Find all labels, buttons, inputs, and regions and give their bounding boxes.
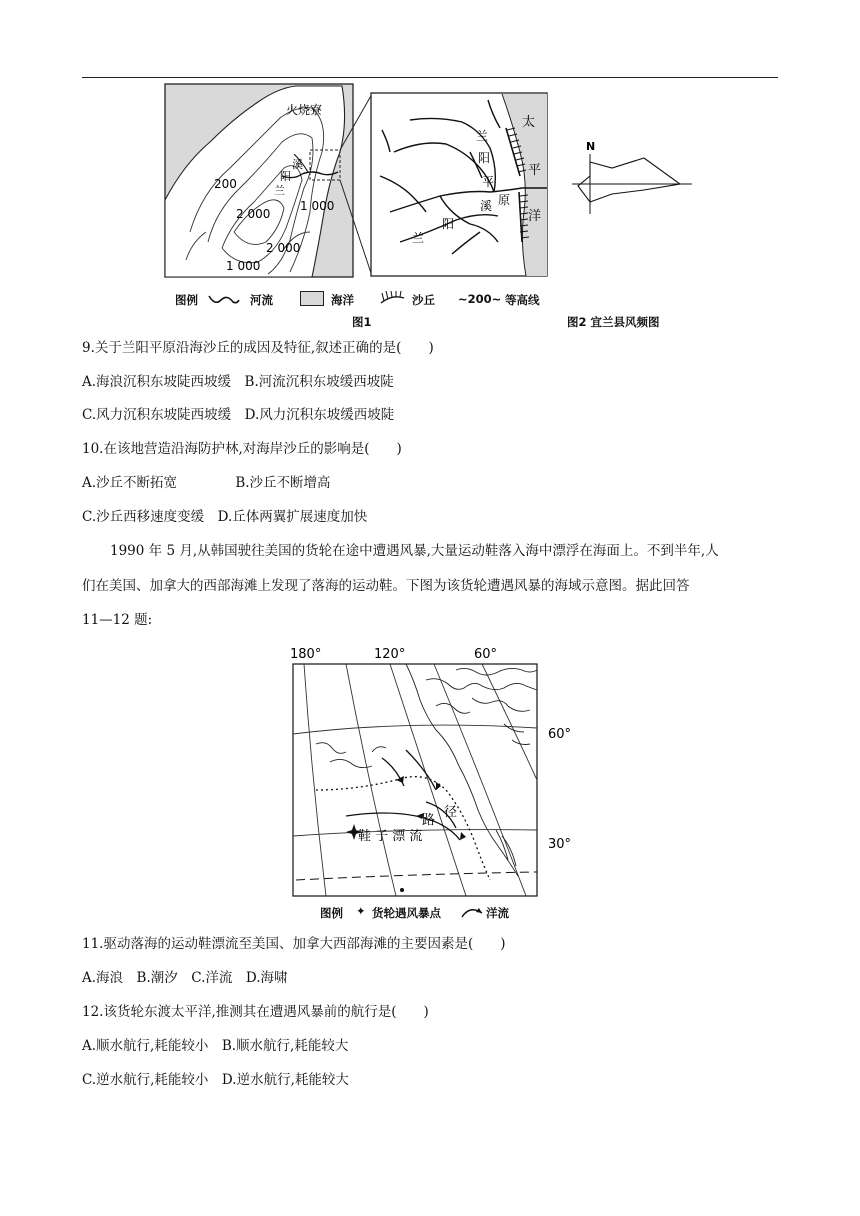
question-11-stem: 11.驱动落海的运动鞋漂流至美国、加拿大西部海滩的主要因素是( ) [82,936,506,952]
label-lat-60: 60° [548,727,572,742]
passage-line-2: 们在美国、加拿大的西部海滩上发现了落海的运动鞋。下图为该货轮遭遇风暴的海域示意图。据此回答 [82,578,690,594]
legend-dune: 沙丘 [412,293,435,307]
header-rule [82,77,778,78]
legend-contour-sample: ~200~ [458,292,502,306]
label-lan: 兰 [274,184,285,197]
river-legend-icon [207,292,241,306]
storm-legend-icon: ✦ [356,904,366,918]
label-contour-1000a: 1 000 [300,199,335,213]
label-contour-2000b: 2 000 [266,241,301,255]
map-legend-title: 图例 [320,906,343,920]
shoe-drift-label: 鞋 子 漂 流 [358,829,423,844]
figure1-caption: 图1 [352,315,372,329]
inset-label-tai: 太 [522,115,536,130]
label-contour-2000a: 2 000 [236,207,271,221]
current-legend-icon [460,905,484,919]
inset-label-yang1: 阳 [478,151,491,165]
inset-label-lan2: 兰 [412,231,425,245]
inset-label-xi: 溪 [480,199,493,213]
question-9-options-ab: A.海浪沉积东坡陡西坡缓 B.河流沉积东坡缓西坡陡 [82,374,394,390]
question-10-options-cd: C.沙丘西移速度变缓 D.丘体两翼扩展速度加快 [82,509,368,525]
question-12-stem: 12.该货轮东渡太平洋,推测其在遭遇风暴前的航行是( ) [82,1004,429,1020]
inset-connector-lines [338,82,374,282]
label-lat-30: 30° [548,837,572,852]
legend-river: 河流 [250,293,273,307]
inset-label-lan1: 兰 [476,129,489,143]
legend-contour: 等高线 [505,293,540,307]
figure2-caption: 图2 宜兰县风频图 [567,315,660,329]
map-legend-storm: 货轮遇风暴点 [372,906,441,920]
label-lon-60: 60° [474,647,498,662]
passage-line-1: 1990 年 5 月,从韩国驶往美国的货轮在途中遭遇风暴,大量运动鞋落入海中漂浮在海面上。不到半年,人 [110,543,719,559]
inset-label-yuan: 原 [498,193,511,207]
north-pacific-map [286,640,582,930]
question-9-stem: 9.关于兰阳平原沿海沙丘的成因及特征,叙述正确的是( ) [82,340,434,356]
question-10-stem: 10.在该地营造沿海防护林,对海岸沙丘的影响是( ) [82,441,402,457]
label-contour-1000b: 1 000 [226,259,261,273]
question-12-options-cd: C.逆水航行,耗能较小 D.逆水航行,耗能较大 [82,1072,349,1088]
passage-line-3: 11—12 题: [82,612,153,628]
inset-label-ping2: 平 [482,175,495,189]
dune-legend-icon [378,290,408,306]
path-label-1: 路 [422,813,436,828]
north-label: N [586,140,596,153]
label-lon-180: 180° [290,647,322,662]
legend-ocean: 海洋 [331,293,354,307]
figure1-map [162,82,358,280]
inset-map [370,92,550,278]
label-huoshaoliao: 火烧寮 [286,103,323,117]
question-11-options: A.海浪 B.潮汐 C.洋流 D.海啸 [82,970,288,986]
inset-label-yang2: 阳 [442,217,455,231]
inset-label-ping1: 平 [528,163,542,178]
label-lon-120: 120° [374,647,406,662]
path-label-2: 径 [444,805,458,820]
question-9-options-cd: C.风力沉积东坡陡西坡缓 D.风力沉积东坡缓西坡陡 [82,407,395,423]
legend-title: 图例 [175,293,198,307]
label-yang: 阳 [280,170,291,183]
label-xi: 溪 [292,158,303,171]
label-contour-200: 200 [214,177,237,191]
ocean-legend-swatch [300,291,324,306]
wind-rose-chart [568,136,698,222]
inset-label-yang-sea: 洋 [528,209,542,224]
map-legend-current: 洋流 [486,906,509,920]
question-12-options-ab: A.顺水航行,耗能较小 B.顺水航行,耗能较大 [82,1038,349,1054]
question-10-options-ab: A.沙丘不断拓宽 B.沙丘不断增高 [82,475,331,491]
